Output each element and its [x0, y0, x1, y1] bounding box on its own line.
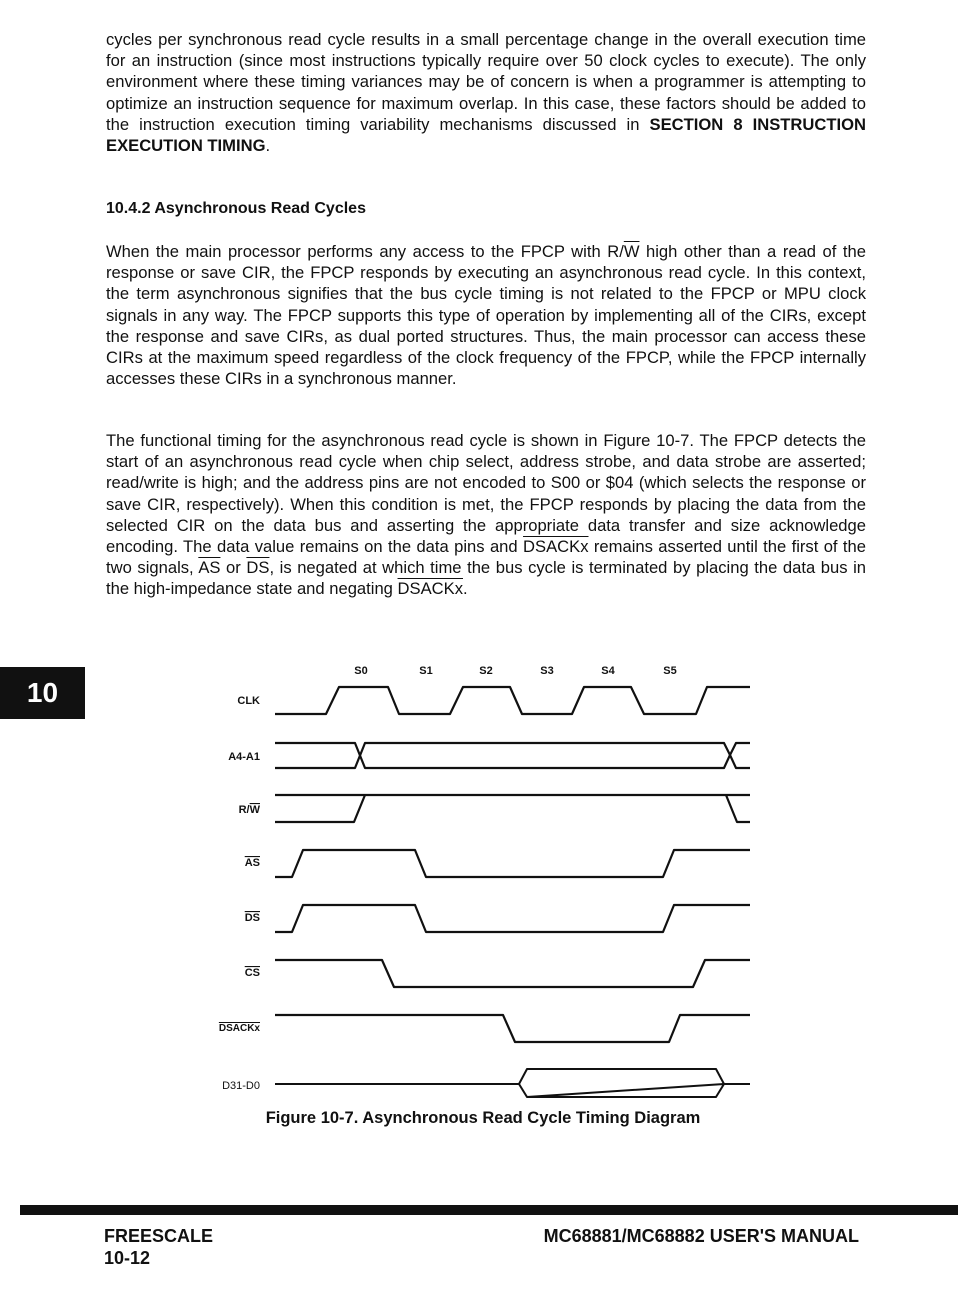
paragraph-text: . [463, 579, 468, 599]
state-label: S3 [540, 665, 554, 677]
overlined-signal: $\overline{AS}$ [198, 558, 221, 578]
footer-publisher: FREESCALE [104, 1226, 214, 1246]
signal-label-dsack: DSACKx [218, 1023, 260, 1034]
paragraph-text: When the main processor performs any access to the FPCP with R/ [106, 242, 624, 261]
signal-label-data: D31-D0 [222, 1080, 260, 1092]
state-label: S5 [663, 665, 677, 677]
address-waveform-top [275, 743, 750, 768]
footer-divider [20, 1205, 958, 1215]
signal-label-cs: CS [244, 967, 260, 979]
rw-r: R/ [238, 804, 250, 816]
rw-waveform [275, 795, 750, 822]
clk-waveform [275, 687, 750, 714]
as-waveform [275, 850, 750, 877]
state-label: S0 [354, 665, 368, 677]
data-bus-waveform [275, 1069, 750, 1097]
rw-w: W [249, 804, 260, 816]
state-label: S1 [419, 665, 433, 677]
chapter-tab: 10 [0, 667, 85, 719]
overlined-signal: $\overline{DS}$ [246, 558, 270, 578]
address-waveform-bottom [275, 743, 750, 768]
signal-label-rw [239, 804, 261, 816]
overlined-signal: DSACKx [523, 537, 589, 557]
paragraph-text: or [220, 558, 247, 578]
signal-label-address: A4-A1 [228, 751, 260, 763]
manual-title: MC68881/MC68882 USER'S MANUAL [543, 1226, 859, 1246]
paragraph-text: high other than a read of the response or save CIR, the FPCP responds by executing an asynchronous read cycle. In this context, the term asynchronous signifies that the bus cycle timing is not related to the FPCP or MPU clock signals in any way. The FPCP supports this type of operation by implementing all of the CIRs, except the response and save CIRs, as dual ported structures. Thus, the main processor can access these CIRs at the maximum speed regardless of the clock frequency of the FPCP, while the FPCP internally accesses these CIRs in a synchronous manner. [106, 242, 866, 389]
paragraph-text: , is negated at which time the bus cycle is terminated by placing the data bus in the high-impedance state and negating [106, 558, 867, 599]
page-number: 10-12 [104, 1248, 151, 1268]
dsack-waveform [275, 1015, 750, 1042]
ds-waveform [275, 905, 750, 932]
section-heading: 10.4.2 Asynchronous Read Cycles [106, 200, 366, 217]
signal-label-ds: DS [244, 912, 260, 924]
overlined-signal: $\overline{W}$ [623, 242, 640, 261]
section-reference: SECTION 8 INSTRUCTION EXECUTION TIMING [106, 114, 866, 156]
figure-caption: Figure 10-7. Asynchronous Read Cycle Timing Diagram [265, 1109, 701, 1127]
paragraph-text: cycles per synchronous read cycle results in a small percentage change in the overall execution time for an instruction (since most instructions typically require over 50 clock cycles to execute). The only environment where these timing variances may be of concern is when a programmer is attempting to optimize an instruction sequence for maximum overlap. In this case, these factors should be added to the instruction execution timing variability mechanisms discussed in [106, 30, 866, 134]
signal-label-as: AS [244, 857, 260, 869]
cs-waveform [275, 960, 750, 987]
state-label: S2 [479, 665, 493, 677]
paragraph-text: The functional timing for the asynchronous read cycle is shown in Figure 10-7. The FPCP detects the start of an asynchronous read cycle when chip select, address strobe, and data strobe are asserted; read/write is high; and the address pins are not encoded to S00 or $04 (which selects the response or save CIR, respectively). When this condition is met, the FPCP responds by placing the data from the selected CIR on the data bus and asserting the appropriate data transfer and size acknowledge encoding. The data value remains on the data pins and [106, 431, 866, 557]
overlined-signal: DSACKx [397, 579, 463, 599]
paragraph-text: remains asserted until the first of the two signals, [106, 537, 866, 578]
paragraph-text: . [265, 136, 271, 156]
signal-label-clk: CLK [237, 695, 260, 707]
state-label: S4 [601, 665, 615, 677]
